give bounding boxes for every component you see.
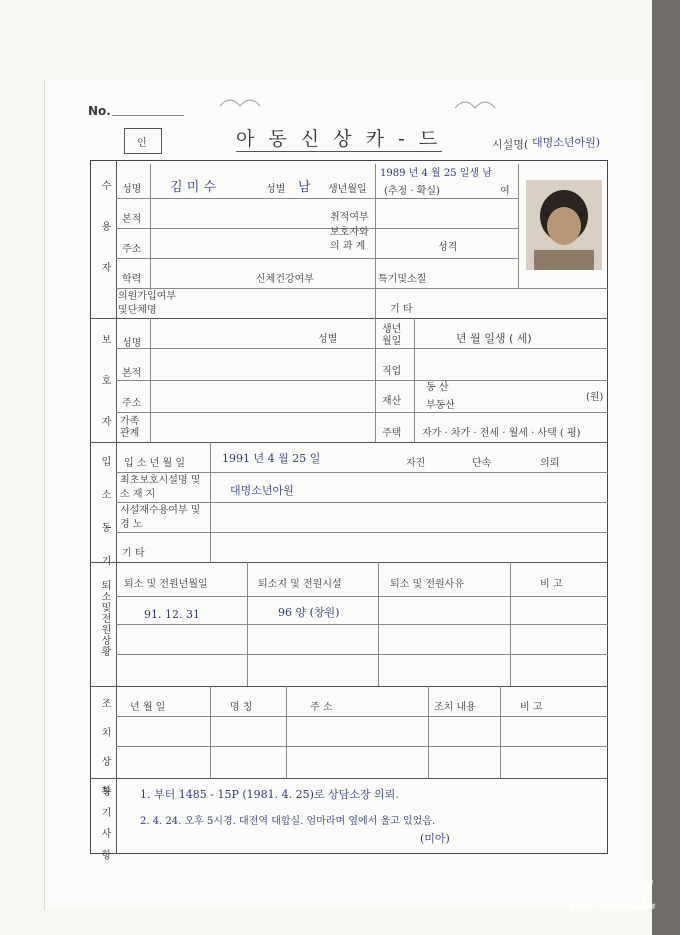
facility-value: 대명소년아원) (532, 136, 601, 149)
guardian-family-label: 가족관계 (120, 416, 140, 439)
discharge-col-line (247, 562, 248, 686)
discharge-col-place: 퇴소지 및 전원시설 (258, 579, 342, 590)
child-personality-label: 성격 (438, 242, 458, 253)
child-name-value: 김 미 수 (170, 180, 216, 195)
child-health-label: 신체건강여부 (256, 274, 314, 285)
admission-row-line (116, 502, 608, 503)
guardian-name-label: 성명 (122, 338, 142, 349)
child-dob-female: 여 (500, 186, 510, 197)
action-col-date: 년 월 일 (130, 702, 166, 713)
admission-etc-label: 기 타 (122, 548, 145, 559)
action-col-note: 비 고 (520, 702, 543, 713)
child-sex-value: 남 (298, 180, 311, 195)
divider-admission (90, 562, 608, 563)
remarks-line-2: 2. 4. 24. 오후 5시경. 대전역 대합실. 엄마라며 옆에서 울고 있었음. (140, 816, 436, 827)
child-school-label: 학력 (122, 274, 142, 285)
remarks-line-3: (미아) (420, 832, 450, 845)
guardian-col-line (414, 318, 415, 442)
discharge-row-line (116, 596, 608, 597)
discharge-row-line (116, 654, 608, 655)
child-dob-value: 1989 년 4 월 25 일생 남 (380, 168, 492, 179)
form-title: 아 동 신 상 카 - 드 (236, 128, 442, 150)
child-dob-label: 생년월일 (328, 184, 367, 195)
child-row-line (116, 198, 518, 199)
action-col-address: 주 소 (310, 702, 333, 713)
guardian-asset-unit: (원) (586, 392, 604, 403)
remarks-line-1: 1. 부터 1485 - 15P (1981. 4. 25)로 상담소장 의뢰. (140, 788, 399, 801)
admission-first-facility-label: 최초보호시설명 및 소 재 지 (120, 475, 201, 500)
admission-type-self: 자진 (406, 458, 426, 469)
child-sex-label: 성별 (266, 184, 286, 195)
child-col-line (150, 164, 151, 290)
admission-type-alone: 단속 (472, 458, 492, 469)
binder-hole-marks (215, 86, 515, 126)
child-origin-label: 본적 (122, 214, 142, 225)
discharge-row-line (116, 624, 608, 625)
divider-guardian (90, 442, 608, 443)
child-photo (526, 180, 602, 270)
section-label-column-line (116, 160, 117, 854)
guardian-job-label: 직업 (382, 366, 402, 377)
guardian-dob-label: 생년월일 (382, 324, 402, 347)
child-etc-label: 기 타 (390, 304, 413, 315)
child-address-label: 주소 (122, 244, 142, 255)
action-row-line (116, 746, 608, 747)
section-remarks-label: 특 기 사 항 (99, 786, 110, 864)
no-label: No. (88, 104, 111, 118)
guardian-asset-label: 재산 (382, 396, 402, 407)
guardian-asset-real: 부동산 (426, 400, 455, 411)
discharge-row1-place: 96 양 (창원) (278, 606, 340, 619)
action-row-line (116, 716, 608, 717)
discharge-col-note: 비 고 (540, 579, 563, 590)
section-action-label: 조 치 상 황 (99, 698, 110, 804)
section-guardian-label: 보 호 자 (99, 334, 110, 441)
action-col-line (500, 686, 501, 778)
action-col-content: 조치 내용 (434, 702, 476, 713)
section-discharge-label: 퇴소및전원상황 (99, 580, 110, 657)
guardian-address-label: 주소 (122, 398, 142, 409)
admission-row-line (116, 532, 608, 533)
child-name-label: 성명 (122, 184, 142, 195)
guardian-row-line (116, 348, 608, 349)
child-row-line (116, 288, 608, 289)
action-col-line (428, 686, 429, 778)
action-col-title: 명 칭 (230, 702, 253, 713)
guardian-col-line (150, 318, 151, 442)
guardian-col-line (375, 318, 376, 442)
guardian-row-line (116, 380, 608, 381)
guardian-row-line (116, 412, 608, 413)
section-child-label: 수 용 자 (99, 180, 110, 287)
action-col-line (286, 686, 287, 778)
section-admission-label: 입 소 동 기 (99, 456, 110, 576)
child-relation-label: 보호자와의 과 계 (330, 227, 369, 252)
discharge-row1-date: 91. 12. 31 (144, 608, 200, 621)
child-row-line (116, 258, 518, 259)
admission-readmit-label: 시설재수용여부 및 경 노 (120, 505, 201, 530)
guardian-dob-value: 년 월 일생 ( 세) (456, 332, 532, 345)
admission-date-value: 1991 년 4 월 25 일 (222, 452, 321, 465)
photo-left-line (518, 164, 519, 288)
child-nationality-label: 취적여부 (330, 212, 369, 223)
discharge-col-line (378, 562, 379, 686)
child-club-label: 의원가입여부및단체명 (118, 291, 176, 316)
child-row-line (116, 228, 518, 229)
seal-label: 인 (137, 138, 147, 149)
guardian-asset-movable: 동 산 (426, 382, 449, 393)
guardian-house-options: 자가 · 차가 · 전세 · 월세 · 사택 ( 평) (422, 428, 581, 439)
discharge-col-date: 퇴소 및 전원년월일 (124, 579, 208, 590)
discharge-col-line (510, 562, 511, 686)
no-underline (112, 115, 184, 116)
guardian-house-label: 주택 (382, 428, 402, 439)
news-watermark: 뉴스1 (558, 873, 658, 919)
facility-label: 시설명( (492, 138, 529, 151)
child-talent-label: 특기및소질 (378, 274, 427, 285)
admission-date-label: 입 소 년 월 일 (124, 458, 186, 469)
title-underline (236, 151, 442, 152)
guardian-origin-label: 본적 (122, 368, 142, 379)
guardian-sex-label: 성별 (318, 334, 338, 345)
discharge-col-reason: 퇴소 및 전원사유 (390, 579, 464, 590)
child-dob-note: (추정 · 확실) (384, 186, 440, 197)
divider-discharge (90, 686, 608, 687)
divider-child (90, 318, 608, 319)
action-col-line (210, 686, 211, 778)
admission-col-line (210, 442, 211, 562)
admission-type-request: 의뢰 (540, 458, 560, 469)
admission-first-facility-value: 대명소년아원 (230, 484, 294, 497)
admission-row-line (116, 472, 608, 473)
divider-action (90, 778, 608, 779)
